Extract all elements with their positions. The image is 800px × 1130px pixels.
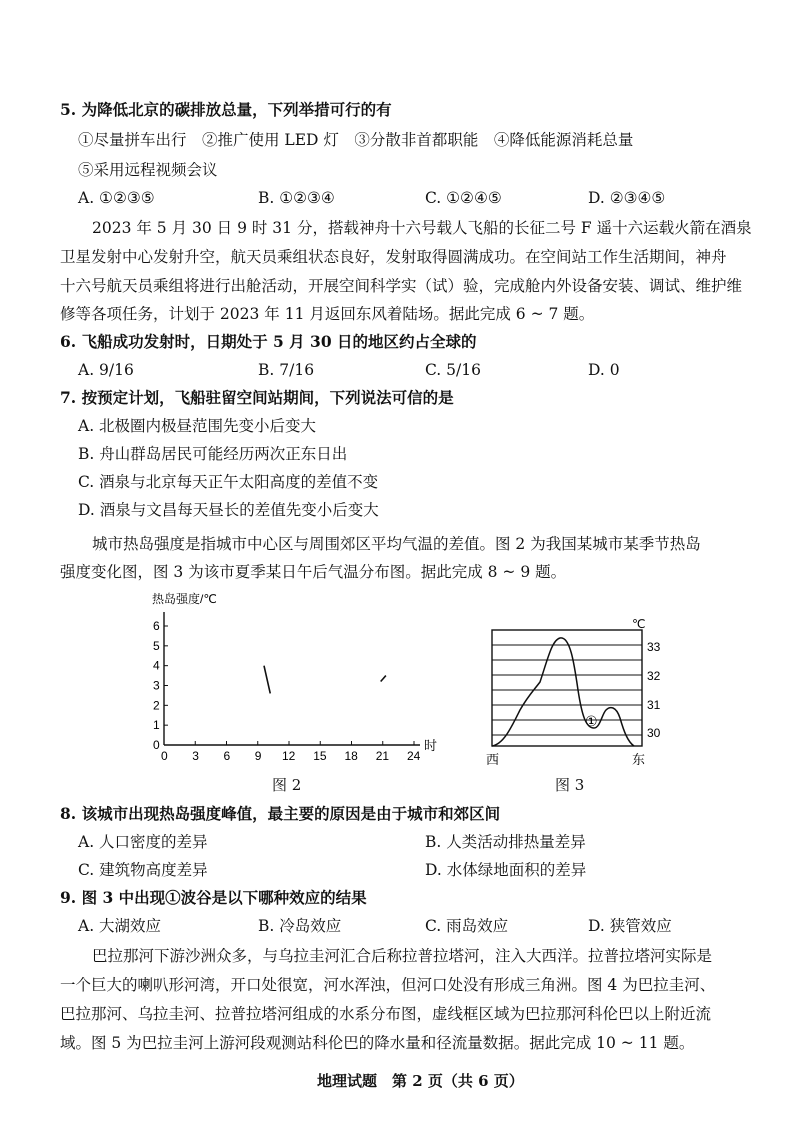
fig2-segment-night xyxy=(381,676,386,682)
q5-stem: 5. 为降低北京的碳排放总量，下列举措可行的有 xyxy=(60,100,392,119)
q9-option-d: D. 狭管效应 xyxy=(588,917,672,935)
passage1-line-3: 十六号航天员乘组将进行出舱活动，开展空间科学实（试）验，完成舱内外设备安装、调试、维护维 xyxy=(60,277,743,295)
fig3-ytick-32: 32 xyxy=(647,669,661,683)
fig3-ytick-33: 33 xyxy=(647,640,661,654)
fig2-ytick-label: 6 xyxy=(153,619,160,633)
fig3-chart xyxy=(482,618,682,780)
q7-option-d: D. 酒泉与文昌每天昼长的差值先变小后变大 xyxy=(78,501,379,519)
fig3-west-label: 西 xyxy=(486,752,500,767)
passage1-line-2: 卫星发射中心发射升空，航天员乘组状态良好，发射取得圆满成功。在空间站工作生活期间，神舟 xyxy=(60,248,727,266)
q5-option-c: C. ①②④⑤ xyxy=(425,189,502,207)
passage2-line-1: 城市热岛强度是指城市中心区与周围郊区平均气温的差值。图 2 为我国某城市某季节热岛 xyxy=(92,535,701,553)
q8-option-d: D. 水体绿地面积的差异 xyxy=(425,861,587,879)
q9-option-a: A. 大湖效应 xyxy=(78,917,162,935)
q6-option-b: B. 7/16 xyxy=(258,361,315,379)
passage3-line-3: 巴拉那河、乌拉圭河、拉普拉塔河组成的水系分布图，虚线框区域为巴拉那河科伦巴以上附近流 xyxy=(60,1005,712,1023)
q7-option-b: B. 舟山群岛居民可能经历两次正东日出 xyxy=(78,445,348,463)
q8-option-a: A. 人口密度的差异 xyxy=(78,833,208,851)
fig3-unit: ℃ xyxy=(632,618,646,631)
fig2-xtick-label: 6 xyxy=(223,749,231,763)
q6-stem: 6. 飞船成功发射时，日期处于 5 月 30 日的地区约占全球的 xyxy=(60,332,477,351)
q7-option-c: C. 酒泉与北京每天正午太阳高度的差值不变 xyxy=(78,473,379,491)
fig2-xtick-label: 15 xyxy=(313,749,327,763)
q5-items-line2: ⑤采用远程视频会议 xyxy=(78,161,218,179)
q5-items-line1: ①尽量拼车出行 ②推广使用 LED 灯 ③分散非首都职能 ④降低能源消耗总量 xyxy=(78,131,634,149)
passage3-line-1: 巴拉那河下游沙洲众多，与乌拉圭河汇合后称拉普拉塔河，注入大西洋。拉普拉塔河实际是 xyxy=(92,947,713,965)
q8-option-b: B. 人类活动排热量差异 xyxy=(425,833,586,851)
fig2-chart xyxy=(140,590,450,770)
q5-option-b: B. ①②③④ xyxy=(258,189,335,207)
passage3-line-2: 一个巨大的喇叭形河湾，开口处很宽，河水浑浊，但河口处没有形成三角洲。图 4 为巴拉圭河、 xyxy=(60,976,716,994)
fig3-frame xyxy=(492,630,642,746)
fig2-ytick-label: 3 xyxy=(153,678,160,693)
fig2-segment-morning xyxy=(264,666,270,694)
fig2-xtick-label: 9 xyxy=(254,749,262,763)
q9-option-b: B. 冷岛效应 xyxy=(258,917,342,935)
q9-stem: 9. 图 3 中出现①波谷是以下哪种效应的结果 xyxy=(60,888,367,907)
fig2-ytick-label: 0 xyxy=(153,738,160,752)
q6-option-c: C. 5/16 xyxy=(425,361,481,379)
page-footer: 地理试题 第 2 页（共 6 页） xyxy=(317,1072,524,1090)
passage1-line-1: 2023 年 5 月 30 日 9 时 31 分，搭载神舟十六号载人飞船的长征二号 F 遥十六运载火箭在酒泉 xyxy=(92,219,752,237)
q5-option-a: A. ①②③⑤ xyxy=(78,189,155,207)
fig3-ytick-31: 31 xyxy=(647,698,661,712)
fig2-x-unit: 时 xyxy=(424,738,438,753)
q8-option-c: C. 建筑物高度差异 xyxy=(78,861,208,879)
q8-stem: 8. 该城市出现热岛强度峰值，最主要的原因是由于城市和郊区间 xyxy=(60,804,501,823)
fig2-caption: 图 2 xyxy=(272,776,302,794)
fig3-temperature-curve xyxy=(492,638,634,746)
q9-option-c: C. 雨岛效应 xyxy=(425,917,509,935)
q6-option-a: A. 9/16 xyxy=(78,361,134,379)
passage1-line-4: 修等各项任务，计划于 2023 年 11 月返回东风着陆场。据此完成 6 ~ 7 题。 xyxy=(60,305,595,323)
fig3-marker-1: ① xyxy=(585,713,598,729)
passage3-line-4: 域。图 5 为巴拉圭河上游河段观测站科伦巴的降水量和径流量数据。据此完成 10 ~ 11 题。 xyxy=(60,1034,695,1052)
fig2-xtick-label: 12 xyxy=(282,749,296,763)
fig2-xtick-label: 3 xyxy=(192,749,199,763)
fig2-ylabel: 热岛强度/℃ xyxy=(152,592,217,606)
fig2-xtick-label: 21 xyxy=(375,749,390,763)
q7-option-a: A. 北极圈内极昼范围先变小后变大 xyxy=(78,417,317,435)
fig2-xtick-label: 0 xyxy=(161,749,168,763)
q6-option-d: D. 0 xyxy=(588,361,620,379)
fig3-ytick-30: 30 xyxy=(647,726,661,740)
q5-option-d: D. ②③④⑤ xyxy=(588,189,666,207)
fig2-ytick-label: 5 xyxy=(153,638,160,653)
q7-stem: 7. 按预定计划，飞船驻留空间站期间，下列说法可信的是 xyxy=(60,388,454,407)
fig2-xtick-label: 18 xyxy=(344,749,358,763)
passage2-line-2: 强度变化图，图 3 为该市夏季某日午后气温分布图。据此完成 8 ~ 9 题。 xyxy=(60,563,567,581)
fig3-east-label: 东 xyxy=(632,752,646,767)
fig2-ytick-label: 4 xyxy=(153,658,160,673)
fig2-ytick-label: 1 xyxy=(153,718,160,733)
fig2-xtick-label: 24 xyxy=(407,749,421,763)
fig2-ytick-label: 2 xyxy=(153,698,160,713)
fig3-caption: 图 3 xyxy=(555,776,585,794)
